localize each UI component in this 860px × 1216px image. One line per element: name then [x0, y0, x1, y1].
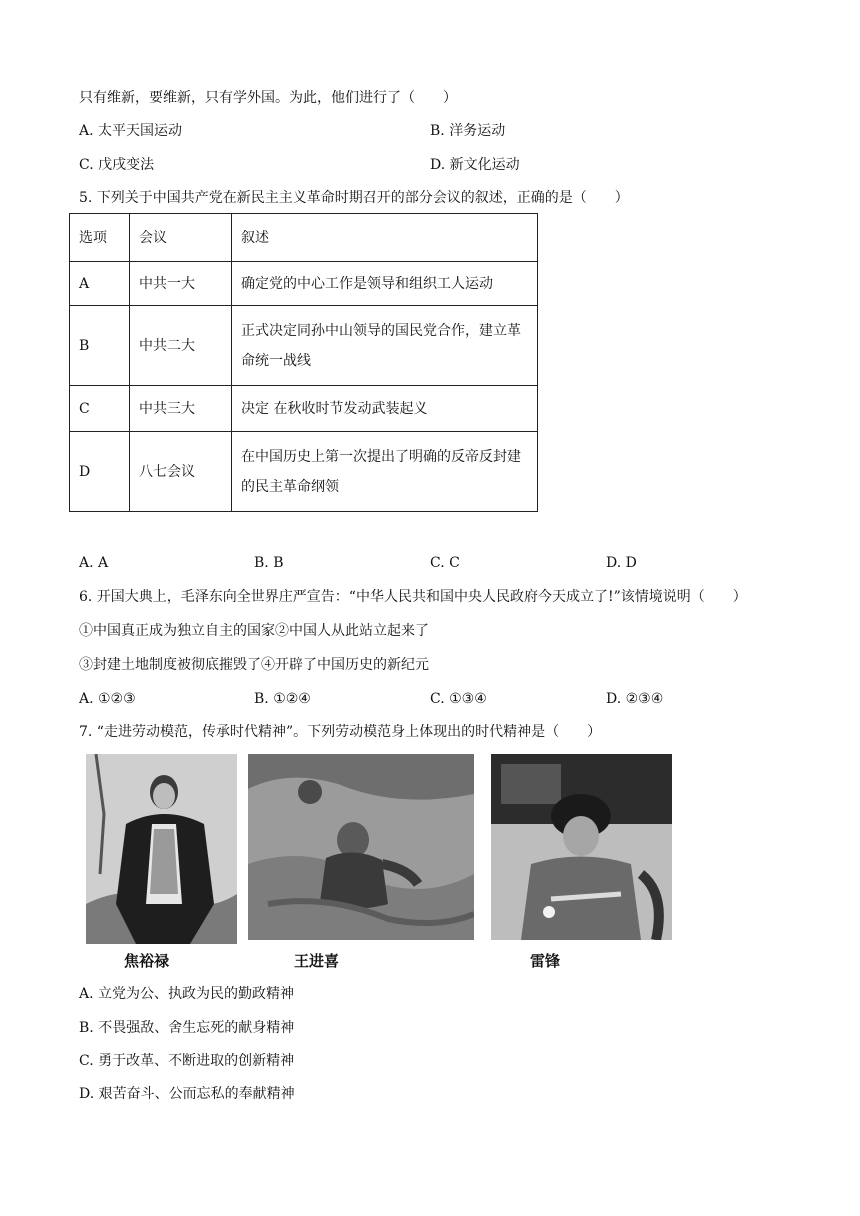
q7-stem: 7. “走进劳动模范，传承时代精神”。下列劳动模范身上体现出的时代精神是（ ）	[79, 724, 602, 740]
caption-wang-jinxi: 王进喜	[294, 952, 340, 970]
table-cell: B	[70, 306, 130, 386]
table-cell: 中共一大	[130, 262, 232, 306]
table-cell: 决定 在秋收时节发动武装起义	[232, 386, 538, 432]
table-row	[70, 306, 538, 386]
table-header-cell: 叙述	[232, 214, 538, 262]
q5-table	[69, 213, 538, 512]
jiao-yulu-photo	[86, 754, 237, 944]
table-cell: 正式决定同孙中山领导的国民党合作，建立革命统一战线	[232, 306, 538, 386]
q4-stem-tail: 只有维新，要维新，只有学外国。为此，他们进行了（ ）	[79, 90, 457, 106]
table-row	[70, 386, 538, 432]
lei-feng-photo	[491, 754, 672, 940]
table-header-cell: 选项	[70, 214, 130, 262]
q6-stem: 6. 开国大典上，毛泽东向全世界庄严宣告：“中华人民共和国中央人民政府今天成立了!”该情境说明（ ）	[79, 589, 747, 605]
table-cell: 中共二大	[130, 306, 232, 386]
table-cell: 中共三大	[130, 386, 232, 432]
q6-statements-1: ①中国真正成为独立自主的国家②中国人从此站立起来了	[79, 623, 429, 639]
q4-option-a[interactable]: A. 太平天国运动	[79, 123, 183, 139]
q6-option-c[interactable]: C. ①③④	[430, 691, 487, 707]
q7-option-d[interactable]: D. 艰苦奋斗、公而忘私的奉献精神	[79, 1086, 295, 1102]
table-cell: C	[70, 386, 130, 432]
caption-jiao-yulu: 焦裕禄	[124, 952, 170, 970]
q7-option-b[interactable]: B. 不畏强敌、舍生忘死的献身精神	[79, 1020, 295, 1036]
q7-option-c[interactable]: C. 勇于改革、不断进取的创新精神	[79, 1053, 295, 1069]
table-cell: D	[70, 432, 130, 512]
q5-option-c[interactable]: C. C	[430, 555, 460, 571]
q7-option-a[interactable]: A. 立党为公、执政为民的勤政精神	[79, 986, 295, 1002]
q5-option-b[interactable]: B. B	[254, 555, 284, 571]
table-row	[70, 262, 538, 306]
q6-option-b[interactable]: B. ①②④	[254, 691, 311, 707]
q4-option-c[interactable]: C. 戊戌变法	[79, 157, 155, 173]
caption-lei-feng: 雷锋	[530, 952, 561, 970]
table-cell: 八七会议	[130, 432, 232, 512]
table-header-cell: 会议	[130, 214, 232, 262]
q6-statements-2: ③封建土地制度被彻底摧毁了④开辟了中国历史的新纪元	[79, 657, 429, 673]
q5-option-d[interactable]: D. D	[606, 555, 637, 571]
q5-option-a[interactable]: A. A	[79, 555, 109, 571]
table-row	[70, 432, 538, 512]
wang-jinxi-photo	[248, 754, 474, 940]
table-cell: A	[70, 262, 130, 306]
table-cell: 确定党的中心工作是领导和组织工人运动	[232, 262, 538, 306]
q4-option-d[interactable]: D. 新文化运动	[430, 157, 520, 173]
table-header-row	[70, 214, 538, 262]
table-cell: 在中国历史上第一次提出了明确的反帝反封建的民主革命纲领	[232, 432, 538, 512]
q4-option-b[interactable]: B. 洋务运动	[430, 123, 506, 139]
q6-option-a[interactable]: A. ①②③	[79, 691, 136, 707]
q5-stem: 5. 下列关于中国共产党在新民主主义革命时期召开的部分会议的叙述，正确的是（ ）	[79, 190, 629, 206]
q6-option-d[interactable]: D. ②③④	[606, 691, 664, 707]
